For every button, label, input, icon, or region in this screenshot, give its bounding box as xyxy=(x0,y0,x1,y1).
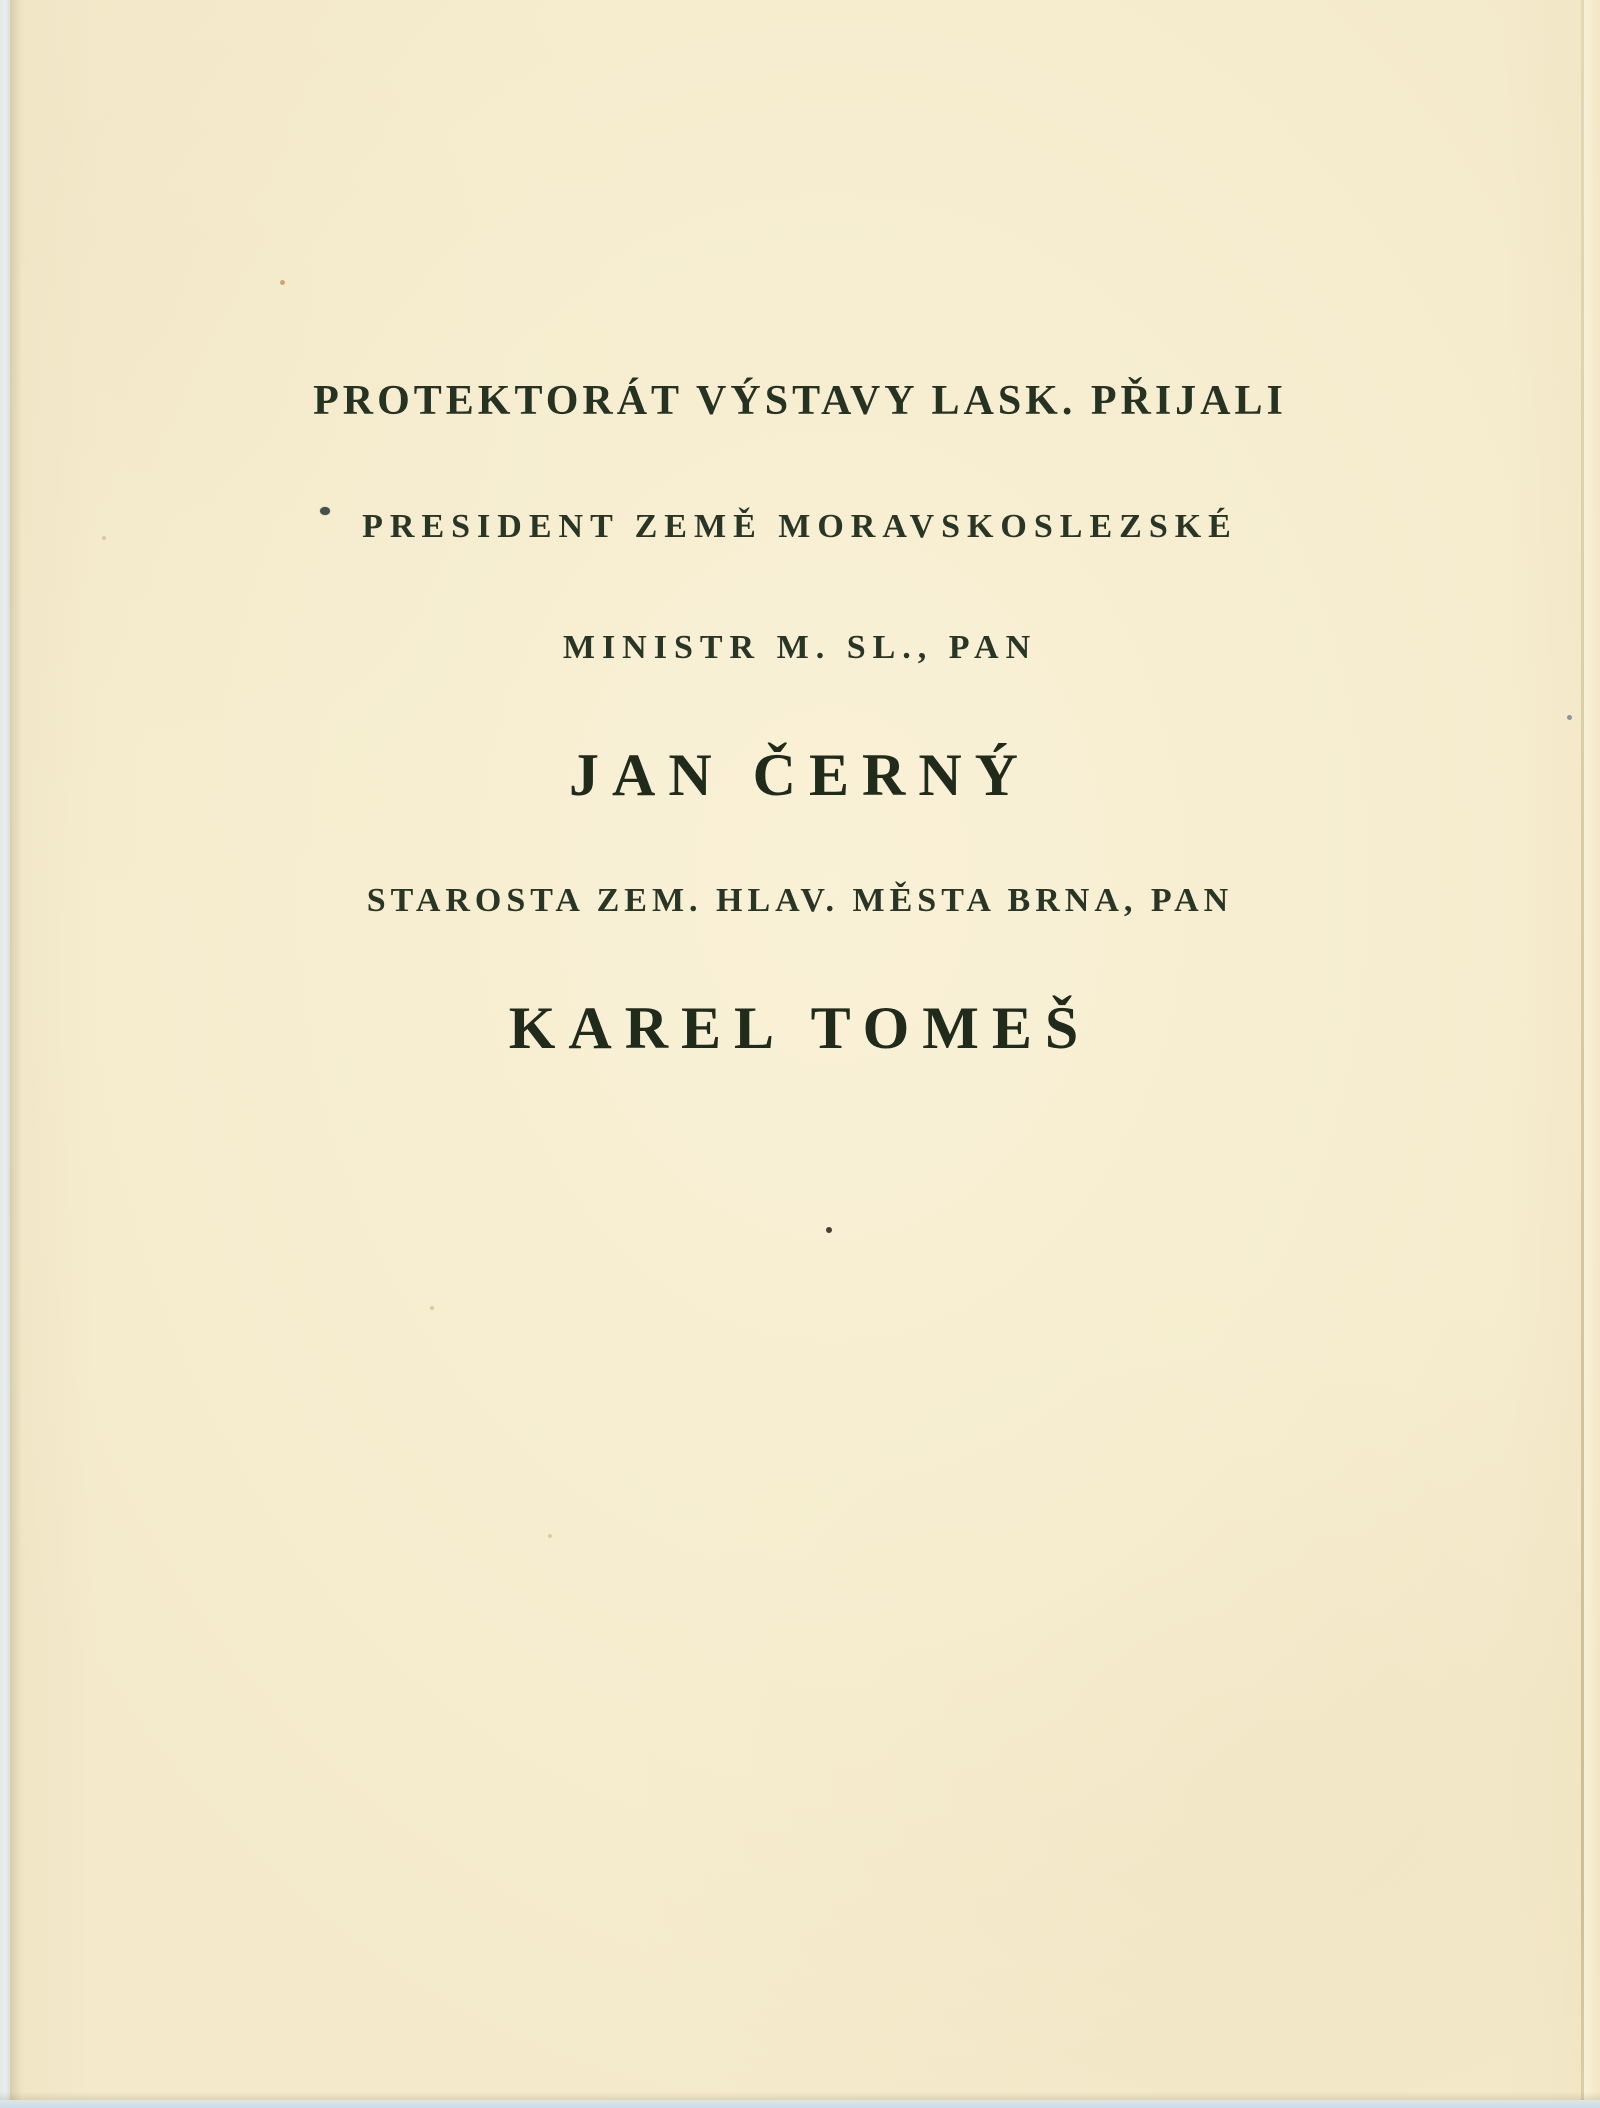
scanner-edge-bottom xyxy=(0,2100,1600,2108)
paper-speck xyxy=(430,1306,434,1310)
page-title: PROTEKTORÁT VÝSTAVY LASK. PŘIJALI xyxy=(313,378,1287,424)
name-karel-tomes: KAREL TOMEŠ xyxy=(508,995,1092,1061)
paper-bottom-edge-shadow xyxy=(0,2092,1600,2100)
paper-left-edge-shadow xyxy=(10,0,22,2108)
ink-speck xyxy=(826,1227,832,1233)
subtitle-president: PRESIDENT ZEMĚ MORAVSKOSLEZSKÉ xyxy=(362,508,1238,545)
scanner-edge-left xyxy=(0,0,10,2108)
paper-speck xyxy=(548,1534,552,1538)
paper-speck xyxy=(1567,715,1572,720)
ink-speck xyxy=(320,507,330,515)
paper-speck xyxy=(280,280,285,285)
paper-speck xyxy=(102,536,106,540)
subtitle-ministr: MINISTR M. SL., PAN xyxy=(562,629,1038,666)
page-crease-highlight xyxy=(1584,0,1600,2100)
subtitle-starosta: STAROSTA ZEM. HLAV. MĚSTA BRNA, PAN xyxy=(366,882,1234,919)
name-jan-cerny: JAN ČERNÝ xyxy=(569,742,1031,808)
